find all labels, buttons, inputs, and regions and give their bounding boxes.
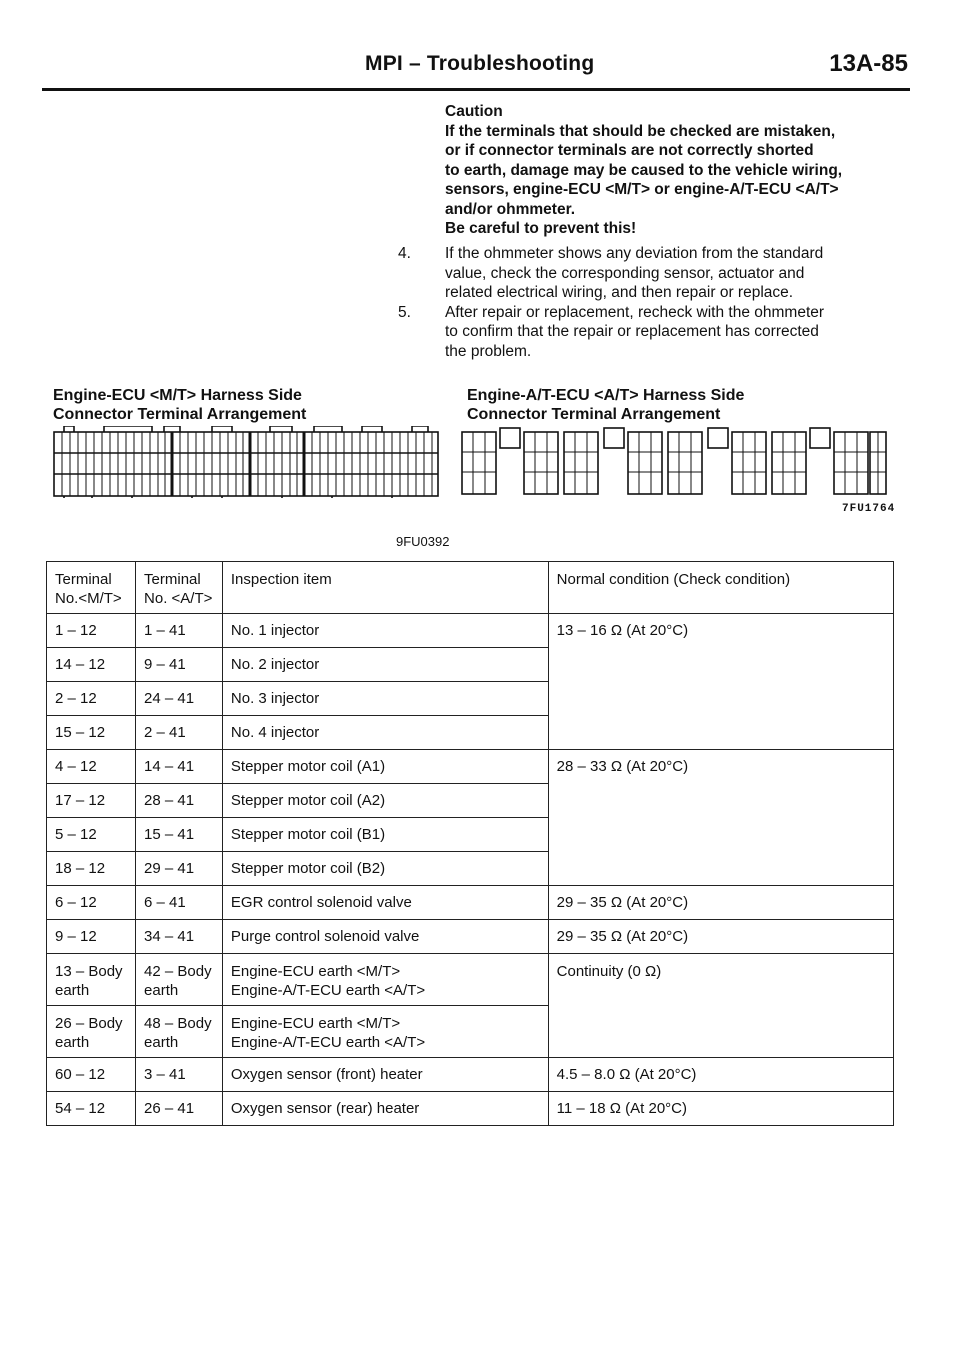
procedure-steps	[398, 244, 910, 361]
cell-terminal-mt: 60 – 12	[47, 1058, 136, 1092]
cell-inspection-item: No. 3 injector	[222, 682, 548, 716]
header-terminal-at-line: Terminal	[144, 571, 201, 588]
cell-terminal-mt: 1 – 12	[47, 614, 136, 648]
cell-line: earth	[144, 982, 179, 999]
cell-terminal-at: 28 – 41	[136, 784, 223, 818]
cell-line: Engine-A/T-ECU earth <A/T>	[230, 982, 426, 999]
cell-terminal-at: 34 – 41	[136, 920, 223, 954]
table-row	[47, 1092, 894, 1126]
step-line: related electrical wiring, and then repair or replace.	[445, 284, 794, 301]
table-row	[47, 1058, 894, 1092]
cell-inspection-item	[222, 1006, 548, 1058]
right-connector-title-line: Connector Terminal Arrangement	[467, 406, 721, 423]
cell-inspection-item: No. 2 injector	[222, 648, 548, 682]
left-connector-title-line: Engine-ECU <M/T> Harness Side	[53, 387, 302, 404]
cell-terminal-mt: 18 – 12	[47, 852, 136, 886]
header-inspection-item: Inspection item	[222, 562, 548, 614]
cell-terminal-mt: 2 – 12	[47, 682, 136, 716]
cell-line: Engine-ECU earth <M/T>	[230, 1015, 401, 1032]
cell-inspection-item: Purge control solenoid valve	[222, 920, 548, 954]
cell-terminal-at: 15 – 41	[136, 818, 223, 852]
cell-line: Engine-ECU earth <M/T>	[230, 963, 401, 980]
table-row	[47, 920, 894, 954]
step-line: After repair or replacement, recheck with the ohmmeter	[445, 303, 825, 321]
cell-terminal-at: 6 – 41	[136, 886, 223, 920]
left-connector-title-line: Connector Terminal Arrangement	[53, 406, 307, 423]
step-4	[398, 244, 910, 303]
cell-line: 26 – Body	[55, 1015, 123, 1032]
cell-terminal-mt: 17 – 12	[47, 784, 136, 818]
page-number: 13A-85	[829, 50, 908, 77]
cell-terminal-mt: 9 – 12	[47, 920, 136, 954]
cell-terminal-mt: 14 – 12	[47, 648, 136, 682]
step-number: 5.	[398, 303, 411, 321]
cell-terminal-at: 14 – 41	[136, 750, 223, 784]
right-connector-title-line: Engine-A/T-ECU <A/T> Harness Side	[467, 387, 745, 404]
cell-terminal-mt: 6 – 12	[47, 886, 136, 920]
right-connector-title	[467, 386, 744, 424]
cell-terminal-at: 24 – 41	[136, 682, 223, 716]
cell-terminal-mt: 54 – 12	[47, 1092, 136, 1126]
cell-inspection-item: Stepper motor coil (A1)	[222, 750, 548, 784]
cell-normal-condition: 11 – 18 Ω (At 20°C)	[548, 1092, 893, 1126]
caution-block	[445, 102, 910, 239]
caution-line: sensors, engine-ECU <M/T> or engine-A/T-ECU <A/T>	[445, 181, 839, 198]
table-row	[47, 954, 894, 1006]
cell-terminal-mt: 15 – 12	[47, 716, 136, 750]
cell-terminal-at: 26 – 41	[136, 1092, 223, 1126]
cell-terminal-mt: 5 – 12	[47, 818, 136, 852]
cell-line: 48 – Body	[144, 1015, 212, 1032]
cell-inspection-item: Stepper motor coil (B2)	[222, 852, 548, 886]
cell-terminal-at: 29 – 41	[136, 852, 223, 886]
cell-normal-condition: 4.5 – 8.0 Ω (At 20°C)	[548, 1058, 893, 1092]
cell-normal-condition: Continuity (0 Ω)	[548, 954, 893, 1058]
cell-terminal-mt	[47, 1006, 136, 1058]
inspection-table	[46, 561, 894, 1126]
cell-normal-condition: 29 – 35 Ω (At 20°C)	[548, 886, 893, 920]
figure-id: 9FU0392	[396, 534, 450, 549]
cell-terminal-at: 3 – 41	[136, 1058, 223, 1092]
caution-line: to earth, damage may be caused to the vehicle wiring,	[445, 161, 843, 179]
caution-heading: Caution	[445, 103, 503, 120]
table-header-row	[47, 562, 894, 614]
cell-line: 13 – Body	[55, 963, 123, 980]
step-5	[398, 303, 910, 362]
inspection-table-wrapper	[46, 561, 894, 1126]
header-terminal-mt	[47, 562, 136, 614]
step-line: If the ohmmeter shows any deviation from the standard	[445, 245, 824, 262]
cell-terminal-at	[136, 954, 223, 1006]
cell-terminal-mt	[47, 954, 136, 1006]
cell-normal-condition: 29 – 35 Ω (At 20°C)	[548, 920, 893, 954]
cell-inspection-item: Oxygen sensor (rear) heater	[222, 1092, 548, 1126]
cell-inspection-item: Stepper motor coil (B1)	[222, 818, 548, 852]
caution-line: or if connector terminals are not correctly shorted	[445, 142, 814, 159]
cell-terminal-at	[136, 1006, 223, 1058]
cell-normal-condition: 28 – 33 Ω (At 20°C)	[548, 750, 893, 886]
left-connector-diagram	[52, 426, 440, 498]
cell-normal-condition: 13 – 16 Ω (At 20°C)	[548, 614, 893, 750]
left-connector-title	[53, 386, 306, 424]
cell-inspection-item: Oxygen sensor (front) heater	[222, 1058, 548, 1092]
cell-inspection-item: Stepper motor coil (A2)	[222, 784, 548, 818]
cell-inspection-item: No. 1 injector	[222, 614, 548, 648]
header-normal-condition: Normal condition (Check condition)	[548, 562, 893, 614]
table-row	[47, 750, 894, 784]
step-line: the problem.	[445, 342, 532, 360]
header-divider	[42, 88, 910, 91]
caution-line: If the terminals that should be checked are mistaken,	[445, 122, 836, 140]
cell-inspection-item: No. 4 injector	[222, 716, 548, 750]
cell-terminal-at: 2 – 41	[136, 716, 223, 750]
step-line: to confirm that the repair or replacement has corrected	[445, 323, 819, 340]
header-terminal-at-line: No. <A/T>	[144, 590, 213, 607]
cell-line: earth	[55, 982, 90, 999]
cell-terminal-at: 1 – 41	[136, 614, 223, 648]
cell-inspection-item	[222, 954, 548, 1006]
right-figure-id: 7FU1764	[842, 503, 896, 515]
caution-line: Be careful to prevent this!	[445, 220, 637, 237]
cell-inspection-item: EGR control solenoid valve	[222, 886, 548, 920]
header-terminal-at	[136, 562, 223, 614]
cell-terminal-mt: 4 – 12	[47, 750, 136, 784]
right-connector-diagram	[460, 426, 888, 498]
step-line: value, check the corresponding sensor, actuator and	[445, 264, 805, 282]
cell-line: earth	[55, 1034, 90, 1051]
step-number: 4.	[398, 245, 411, 262]
cell-line: Engine-A/T-ECU earth <A/T>	[230, 1034, 426, 1051]
cell-line: 42 – Body	[144, 963, 212, 980]
header-terminal-mt-line: No.<M/T>	[55, 590, 122, 607]
page-title: MPI – Troubleshooting	[365, 52, 595, 75]
cell-terminal-at: 9 – 41	[136, 648, 223, 682]
caution-line: and/or ohmmeter.	[445, 200, 576, 218]
cell-line: earth	[144, 1034, 179, 1051]
table-row	[47, 886, 894, 920]
table-row	[47, 614, 894, 648]
header-terminal-mt-line: Terminal	[55, 571, 112, 588]
